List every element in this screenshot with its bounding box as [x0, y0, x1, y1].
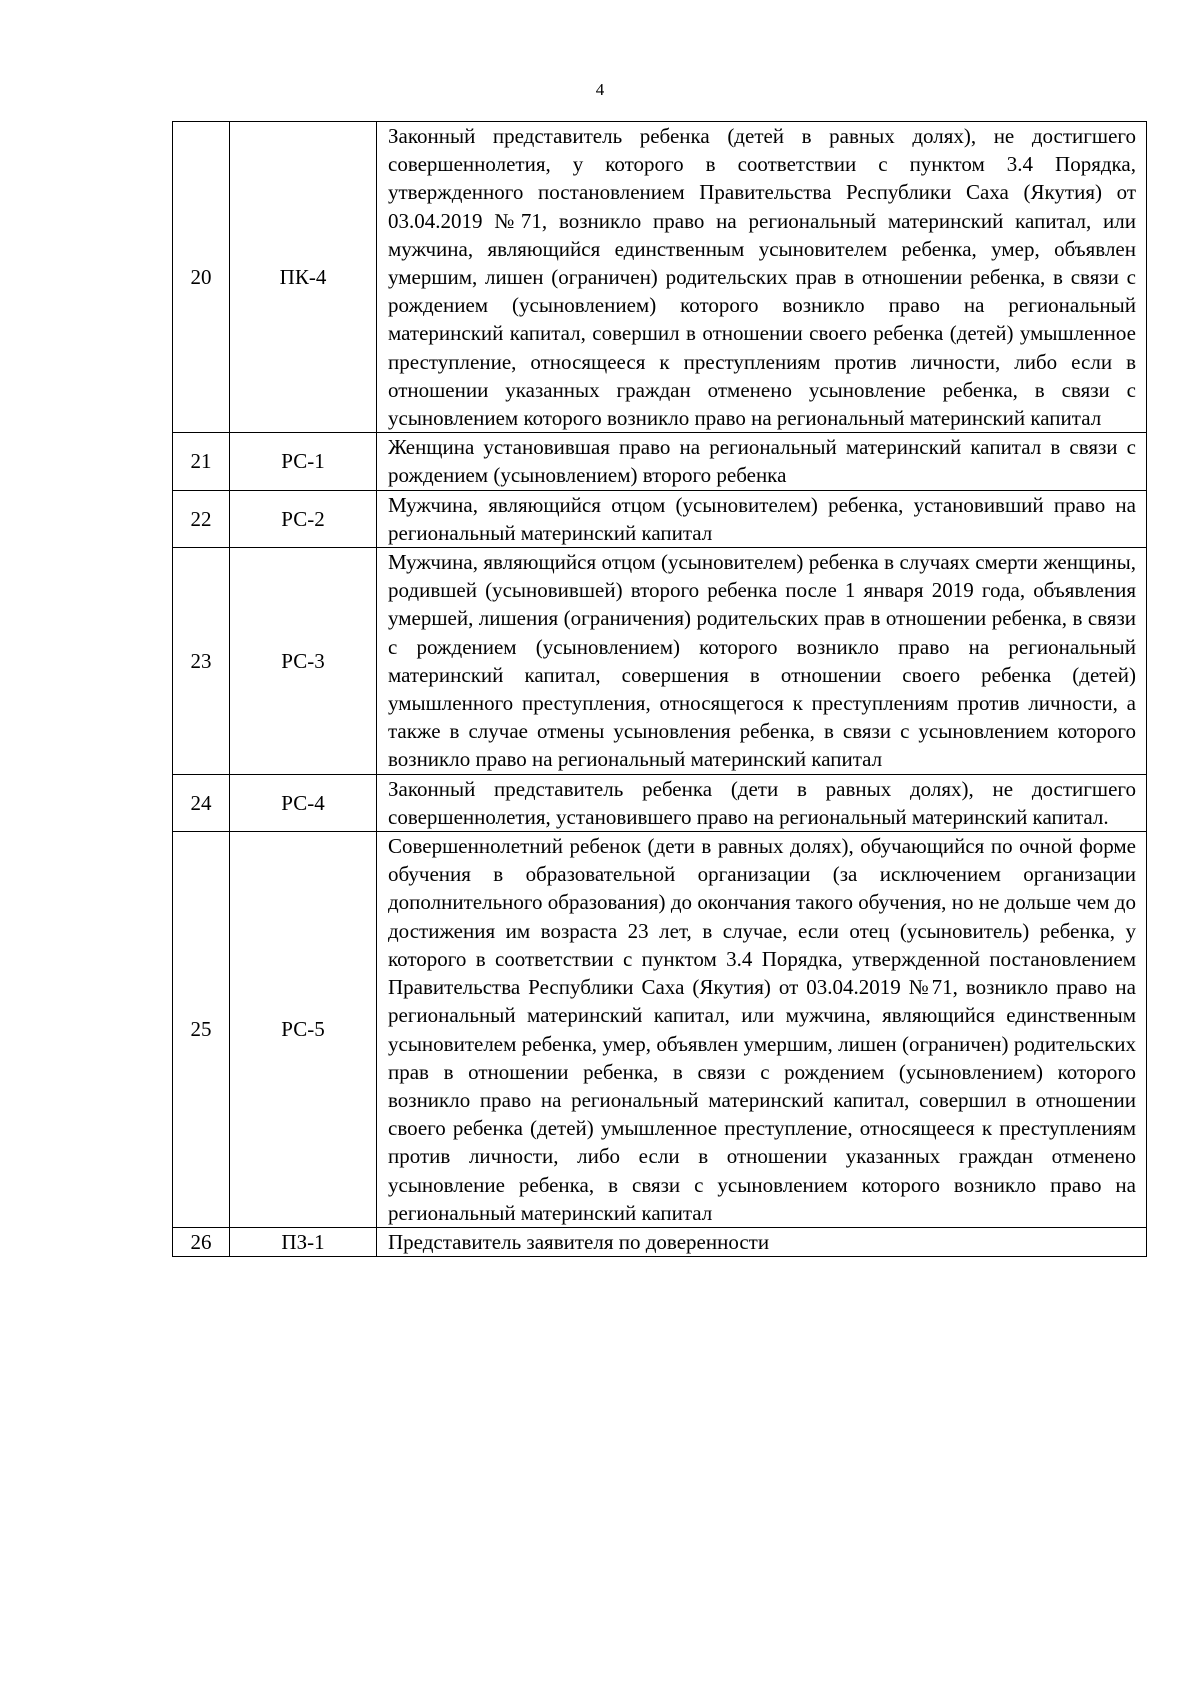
row-number-cell: 22	[173, 490, 230, 547]
category-description-cell: Женщина установившая право на региональный материнский капитал в связи с рождением (усыновлением) второго ребенка	[377, 433, 1147, 490]
row-number-cell: 21	[173, 433, 230, 490]
row-number-cell: 24	[173, 774, 230, 831]
category-description-cell: Законный представитель ребенка (дети в равных долях), не достигшего совершеннолетия, установившего право на региональный материнский капитал.	[377, 774, 1147, 831]
category-description-cell: Совершеннолетний ребенок (дети в равных долях), обучающийся по очной форме обучения в образовательной организации (за исключением организации дополнительного образования) до окончания такого обучения, но не дольше чем до достижения им возраста 23 лет, в случае, если отец (усыновитель) ребенка, у которого в соответствии с пунктом 3.4 Порядка, утвержденной постановлением Правительства Республики Саха (Якутия) от 03.04.2019 №71, возникло право на региональный материнский капитал, или мужчина, являющийся единственным усыновителем ребенка, умер, объявлен умершим, лишен (ограничен) родительских прав в отношении ребенка, в связи с рождением (усыновлением) которого возникло право на региональный материнский капитал, совершил в отношении своего ребенка (детей) умышленное преступление, относящееся к преступлениям против личности, либо если в отношении указанных граждан отменено усыновление ребенка, в связи с усыновлением которого возникло право на региональный материнский капитал	[377, 832, 1147, 1228]
table-row	[173, 490, 1147, 547]
row-number-cell: 23	[173, 548, 230, 775]
row-number-cell: 25	[173, 832, 230, 1228]
category-code-cell: РС-2	[230, 490, 377, 547]
applicant-category-table	[172, 121, 1147, 1257]
category-code-cell: РС-5	[230, 832, 377, 1228]
category-description-cell: Мужчина, являющийся отцом (усыновителем) ребенка в случаях смерти женщины, родившей (усыновившей) второго ребенка после 1 января 2019 года, объявления умершей, лишения (ограничения) родительских прав в отношении ребенка, в связи с рождением (усыновлением) которого возникло право на региональный материнский капитал, совершения в отношении своего ребенка (детей) умышленного преступления, относящегося к преступлениям против личности, а также в случае отмены усыновления ребенка, в связи с усыновлением которого возникло право на региональный материнский капитал	[377, 548, 1147, 775]
category-code-cell: РС-1	[230, 433, 377, 490]
table-row	[173, 548, 1147, 775]
category-description-cell: Представитель заявителя по доверенности	[377, 1227, 1147, 1256]
table-row	[173, 122, 1147, 433]
table-row	[173, 1227, 1147, 1256]
page-number: 4	[595, 80, 605, 99]
category-description-cell: Мужчина, являющийся отцом (усыновителем) ребенка, установивший право на региональный материнский капитал	[377, 490, 1147, 547]
category-code-cell: ПЗ-1	[230, 1227, 377, 1256]
table-row	[173, 433, 1147, 490]
table-row	[173, 774, 1147, 831]
row-number-cell: 20	[173, 122, 230, 433]
table-row	[173, 832, 1147, 1228]
category-code-cell: РС-3	[230, 548, 377, 775]
category-description-cell: Законный представитель ребенка (детей в равных долях), не достигшего совершеннолетия, у которого в соответствии с пунктом 3.4 Порядка, утвержденного постановлением Правительства Республики Саха (Якутия) от 03.04.2019 №71, возникло право на региональный материнский капитал, или мужчина, являющийся единственным усыновителем ребенка, умер, объявлен умершим, лишен (ограничен) родительских прав в отношении ребенка, в связи с рождением (усыновлением) которого возникло право на региональный материнский капитал, совершил в отношении своего ребенка (детей) умышленное преступление, относящееся к преступлениям против личности, либо если в отношении указанных граждан отменено усыновление ребенка, в связи с усыновлением которого возникло право на региональный материнский капитал	[377, 122, 1147, 433]
category-code-cell: ПК-4	[230, 122, 377, 433]
category-code-cell: РС-4	[230, 774, 377, 831]
row-number-cell: 26	[173, 1227, 230, 1256]
